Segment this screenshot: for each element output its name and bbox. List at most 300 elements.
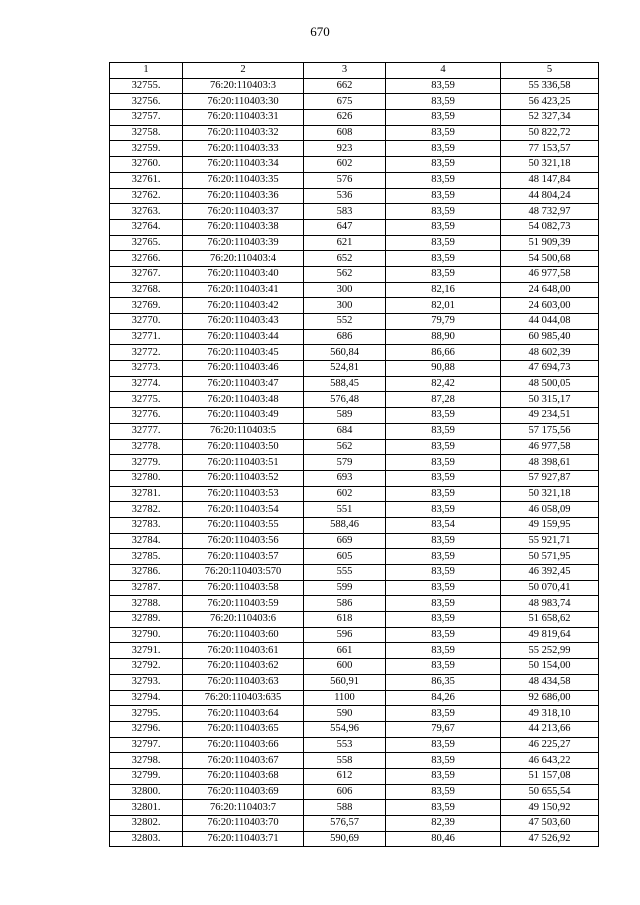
table-cell-col-5: 52 327,34: [501, 110, 599, 126]
table-cell-col-1: 32774.: [110, 376, 183, 392]
table-cell-col-1: 32760.: [110, 157, 183, 173]
table-cell-col-3: 588: [304, 800, 386, 816]
table-cell-col-1: 32762.: [110, 188, 183, 204]
table-cell-col-4: 83,59: [386, 172, 501, 188]
table-cell-col-2: 76:20:110403:38: [183, 219, 304, 235]
table-cell-col-5: 48 147,84: [501, 172, 599, 188]
table-cell-col-5: 51 658,62: [501, 612, 599, 628]
table-cell-col-5: 55 921,71: [501, 533, 599, 549]
table-cell-col-5: 48 500,05: [501, 376, 599, 392]
table-cell-col-4: 83,59: [386, 706, 501, 722]
table-cell-col-3: 662: [304, 78, 386, 94]
table-cell-col-1: 32759.: [110, 141, 183, 157]
table-cell-col-3: 554,96: [304, 721, 386, 737]
table-row: [110, 565, 599, 581]
table-cell-col-1: 32803.: [110, 831, 183, 847]
table-row: [110, 831, 599, 847]
table-cell-col-1: 32776.: [110, 408, 183, 424]
table-cell-col-2: 76:20:110403:49: [183, 408, 304, 424]
table-cell-col-2: 76:20:110403:39: [183, 235, 304, 251]
table-body: [110, 78, 599, 847]
table-cell-col-1: 32764.: [110, 219, 183, 235]
table-cell-col-3: 606: [304, 784, 386, 800]
table-cell-col-5: 57 175,56: [501, 423, 599, 439]
table-row: [110, 235, 599, 251]
table-row: [110, 455, 599, 471]
table-cell-col-4: 83,59: [386, 219, 501, 235]
table-cell-col-4: 83,59: [386, 549, 501, 565]
table-cell-col-4: 79,67: [386, 721, 501, 737]
table-cell-col-2: 76:20:110403:46: [183, 361, 304, 377]
table-cell-col-3: 626: [304, 110, 386, 126]
table-row: [110, 816, 599, 832]
table-row: [110, 580, 599, 596]
table-cell-col-4: 83,59: [386, 486, 501, 502]
table-row: [110, 78, 599, 94]
table-cell-col-4: 83,59: [386, 470, 501, 486]
table-row: [110, 643, 599, 659]
table-cell-col-5: 46 058,09: [501, 502, 599, 518]
table-cell-col-5: 50 822,72: [501, 125, 599, 141]
table-row: [110, 188, 599, 204]
table-cell-col-1: 32800.: [110, 784, 183, 800]
table-cell-col-1: 32767.: [110, 266, 183, 282]
table-cell-col-3: 576,48: [304, 392, 386, 408]
table-cell-col-1: 32785.: [110, 549, 183, 565]
table-cell-col-3: 923: [304, 141, 386, 157]
table-cell-col-1: 32772.: [110, 345, 183, 361]
table-cell-col-4: 83,59: [386, 94, 501, 110]
table-cell-col-5: 54 500,68: [501, 251, 599, 267]
table-cell-col-5: 50 070,41: [501, 580, 599, 596]
table-cell-col-2: 76:20:110403:58: [183, 580, 304, 596]
table-cell-col-5: 49 819,64: [501, 627, 599, 643]
table-cell-col-5: 48 983,74: [501, 596, 599, 612]
table-cell-col-3: 608: [304, 125, 386, 141]
table-cell-col-3: 600: [304, 659, 386, 675]
table-cell-col-3: 661: [304, 643, 386, 659]
table-row: [110, 94, 599, 110]
data-table: [109, 62, 599, 847]
table-cell-col-1: 32793.: [110, 674, 183, 690]
table-row: [110, 298, 599, 314]
table-cell-col-3: 590,69: [304, 831, 386, 847]
table-cell-col-1: 32797.: [110, 737, 183, 753]
table-cell-col-1: 32769.: [110, 298, 183, 314]
table-cell-col-1: 32777.: [110, 423, 183, 439]
table-cell-col-1: 32771.: [110, 329, 183, 345]
table-cell-col-5: 46 392,45: [501, 565, 599, 581]
table-row: [110, 141, 599, 157]
table-cell-col-2: 76:20:110403:63: [183, 674, 304, 690]
table-cell-col-4: 83,59: [386, 612, 501, 628]
table-cell-col-2: 76:20:110403:7: [183, 800, 304, 816]
column-header-2: 2: [183, 63, 304, 79]
table-cell-col-5: 50 321,18: [501, 486, 599, 502]
table-cell-col-4: 86,66: [386, 345, 501, 361]
table-cell-col-4: 83,59: [386, 659, 501, 675]
table-cell-col-5: 24 603,00: [501, 298, 599, 314]
table-row: [110, 345, 599, 361]
table-cell-col-2: 76:20:110403:34: [183, 157, 304, 173]
table-cell-col-1: 32758.: [110, 125, 183, 141]
table-cell-col-3: 583: [304, 204, 386, 220]
table-cell-col-3: 551: [304, 502, 386, 518]
table-cell-col-4: 83,59: [386, 533, 501, 549]
table-cell-col-5: 77 153,57: [501, 141, 599, 157]
table-row: [110, 753, 599, 769]
table-cell-col-4: 84,26: [386, 690, 501, 706]
table-cell-col-3: 562: [304, 266, 386, 282]
table-row: [110, 549, 599, 565]
table-cell-col-1: 32755.: [110, 78, 183, 94]
table-cell-col-4: 82,42: [386, 376, 501, 392]
table-cell-col-1: 32756.: [110, 94, 183, 110]
table-row: [110, 314, 599, 330]
table-cell-col-5: 46 977,58: [501, 266, 599, 282]
page-number: 670: [310, 24, 330, 39]
table-cell-col-5: 50 154,00: [501, 659, 599, 675]
table-cell-col-5: 50 655,54: [501, 784, 599, 800]
table-cell-col-5: 48 602,39: [501, 345, 599, 361]
table-cell-col-5: 44 044,08: [501, 314, 599, 330]
table-cell-col-4: 86,35: [386, 674, 501, 690]
table-cell-col-2: 76:20:110403:54: [183, 502, 304, 518]
table-cell-col-1: 32801.: [110, 800, 183, 816]
table-cell-col-4: 90,88: [386, 361, 501, 377]
table-cell-col-1: 32795.: [110, 706, 183, 722]
table-cell-col-3: 605: [304, 549, 386, 565]
table-cell-col-2: 76:20:110403:40: [183, 266, 304, 282]
table-cell-col-1: 32768.: [110, 282, 183, 298]
table-cell-col-3: 602: [304, 157, 386, 173]
table-cell-col-2: 76:20:110403:62: [183, 659, 304, 675]
table-cell-col-3: 562: [304, 439, 386, 455]
table-cell-col-3: 652: [304, 251, 386, 267]
table-cell-col-4: 82,01: [386, 298, 501, 314]
table-cell-col-3: 524,81: [304, 361, 386, 377]
table-row: [110, 361, 599, 377]
table-cell-col-2: 76:20:110403:57: [183, 549, 304, 565]
table-row: [110, 110, 599, 126]
table-row: [110, 439, 599, 455]
table-cell-col-3: 560,84: [304, 345, 386, 361]
table-cell-col-1: 32787.: [110, 580, 183, 596]
table-cell-col-2: 76:20:110403:53: [183, 486, 304, 502]
table-cell-col-2: 76:20:110403:4: [183, 251, 304, 267]
table-cell-col-1: 32794.: [110, 690, 183, 706]
table-cell-col-3: 536: [304, 188, 386, 204]
table-cell-col-1: 32789.: [110, 612, 183, 628]
table-cell-col-4: 83,59: [386, 110, 501, 126]
table-cell-col-2: 76:20:110403:48: [183, 392, 304, 408]
table-cell-col-5: 48 732,97: [501, 204, 599, 220]
table-row: [110, 659, 599, 675]
table-cell-col-5: 49 150,92: [501, 800, 599, 816]
table-cell-col-1: 32775.: [110, 392, 183, 408]
table-cell-col-3: 560,91: [304, 674, 386, 690]
table-row: [110, 172, 599, 188]
table-cell-col-4: 83,59: [386, 235, 501, 251]
table-row: [110, 157, 599, 173]
table-cell-col-3: 579: [304, 455, 386, 471]
table-row: [110, 674, 599, 690]
table-row: [110, 470, 599, 486]
table-cell-col-2: 76:20:110403:30: [183, 94, 304, 110]
table-cell-col-5: 46 977,58: [501, 439, 599, 455]
table-cell-col-5: 60 985,40: [501, 329, 599, 345]
table-cell-col-3: 576: [304, 172, 386, 188]
table-cell-col-3: 588,46: [304, 517, 386, 533]
table-cell-col-2: 76:20:110403:56: [183, 533, 304, 549]
table-row: [110, 533, 599, 549]
table-cell-col-1: 32791.: [110, 643, 183, 659]
table-row: [110, 376, 599, 392]
table-cell-col-2: 76:20:110403:68: [183, 768, 304, 784]
table-cell-col-2: 76:20:110403:70: [183, 816, 304, 832]
column-header-4: 4: [386, 63, 501, 79]
table-cell-col-3: 555: [304, 565, 386, 581]
table-cell-col-3: 602: [304, 486, 386, 502]
table-cell-col-3: 686: [304, 329, 386, 345]
table-cell-col-4: 83,59: [386, 784, 501, 800]
table-cell-col-1: 32757.: [110, 110, 183, 126]
table-cell-col-2: 76:20:110403:45: [183, 345, 304, 361]
table-cell-col-3: 552: [304, 314, 386, 330]
table-cell-col-3: 588,45: [304, 376, 386, 392]
table-cell-col-5: 51 909,39: [501, 235, 599, 251]
table-cell-col-2: 76:20:110403:3: [183, 78, 304, 94]
table-cell-col-5: 24 648,00: [501, 282, 599, 298]
table-cell-col-3: 693: [304, 470, 386, 486]
table-cell-col-3: 647: [304, 219, 386, 235]
table-cell-col-2: 76:20:110403:36: [183, 188, 304, 204]
table-cell-col-5: 51 157,08: [501, 768, 599, 784]
table-cell-col-2: 76:20:110403:35: [183, 172, 304, 188]
table-cell-col-2: 76:20:110403:61: [183, 643, 304, 659]
table-cell-col-2: 76:20:110403:65: [183, 721, 304, 737]
table-cell-col-4: 88,90: [386, 329, 501, 345]
table-cell-col-4: 87,28: [386, 392, 501, 408]
table-cell-col-1: 32766.: [110, 251, 183, 267]
table-cell-col-5: 46 225,27: [501, 737, 599, 753]
table-cell-col-4: 83,59: [386, 737, 501, 753]
table-cell-col-4: 83,59: [386, 502, 501, 518]
table-cell-col-2: 76:20:110403:44: [183, 329, 304, 345]
table-cell-col-4: 83,59: [386, 188, 501, 204]
table-row: [110, 800, 599, 816]
table-cell-col-5: 50 571,95: [501, 549, 599, 565]
table-cell-col-4: 83,54: [386, 517, 501, 533]
table-cell-col-5: 47 503,60: [501, 816, 599, 832]
table-cell-col-4: 83,59: [386, 423, 501, 439]
table-cell-col-3: 553: [304, 737, 386, 753]
table-cell-col-1: 32779.: [110, 455, 183, 471]
table-row: [110, 125, 599, 141]
column-header-3: 3: [304, 63, 386, 79]
table-cell-col-3: 612: [304, 768, 386, 784]
table-cell-col-5: 49 234,51: [501, 408, 599, 424]
table-cell-col-3: 300: [304, 298, 386, 314]
table-cell-col-1: 32802.: [110, 816, 183, 832]
table-cell-col-2: 76:20:110403:41: [183, 282, 304, 298]
table-cell-col-3: 621: [304, 235, 386, 251]
table-cell-col-4: 83,59: [386, 141, 501, 157]
table-cell-col-4: 83,59: [386, 455, 501, 471]
table-cell-col-1: 32784.: [110, 533, 183, 549]
table-cell-col-2: 76:20:110403:67: [183, 753, 304, 769]
table-cell-col-2: 76:20:110403:59: [183, 596, 304, 612]
table-cell-col-3: 1100: [304, 690, 386, 706]
table-row: [110, 266, 599, 282]
table-cell-col-4: 83,59: [386, 800, 501, 816]
table-cell-col-4: 83,59: [386, 251, 501, 267]
table-row: [110, 690, 599, 706]
table-cell-col-5: 47 526,92: [501, 831, 599, 847]
table-cell-col-5: 55 252,99: [501, 643, 599, 659]
table-cell-col-2: 76:20:110403:570: [183, 565, 304, 581]
table-cell-col-3: 669: [304, 533, 386, 549]
table-cell-col-2: 76:20:110403:66: [183, 737, 304, 753]
table-row: [110, 596, 599, 612]
table-cell-col-1: 32786.: [110, 565, 183, 581]
table-cell-col-2: 76:20:110403:55: [183, 517, 304, 533]
table-cell-col-3: 618: [304, 612, 386, 628]
table-cell-col-5: 54 082,73: [501, 219, 599, 235]
table-row: [110, 329, 599, 345]
table-cell-col-4: 83,59: [386, 580, 501, 596]
table-cell-col-3: 675: [304, 94, 386, 110]
table-cell-col-2: 76:20:110403:64: [183, 706, 304, 722]
table-row: [110, 517, 599, 533]
table-row: [110, 627, 599, 643]
table-cell-col-1: 32781.: [110, 486, 183, 502]
table-row: [110, 408, 599, 424]
table-cell-col-1: 32765.: [110, 235, 183, 251]
table-cell-col-1: 32780.: [110, 470, 183, 486]
table-cell-col-4: 83,59: [386, 768, 501, 784]
table-cell-col-1: 32788.: [110, 596, 183, 612]
table-cell-col-4: 83,59: [386, 78, 501, 94]
table-row: [110, 706, 599, 722]
table-cell-col-2: 76:20:110403:50: [183, 439, 304, 455]
table-cell-col-3: 596: [304, 627, 386, 643]
table-cell-col-5: 50 315,17: [501, 392, 599, 408]
table-row: [110, 282, 599, 298]
table-cell-col-2: 76:20:110403:71: [183, 831, 304, 847]
column-header-1: 1: [110, 63, 183, 79]
table-cell-col-2: 76:20:110403:42: [183, 298, 304, 314]
table-cell-col-4: 83,59: [386, 266, 501, 282]
table-row: [110, 251, 599, 267]
table-cell-col-2: 76:20:110403:60: [183, 627, 304, 643]
table-cell-col-5: 57 927,87: [501, 470, 599, 486]
table-row: [110, 423, 599, 439]
table-cell-col-3: 300: [304, 282, 386, 298]
table-cell-col-4: 83,59: [386, 408, 501, 424]
table-cell-col-3: 576,57: [304, 816, 386, 832]
table-cell-col-3: 684: [304, 423, 386, 439]
table-cell-col-4: 83,59: [386, 157, 501, 173]
table-cell-col-4: 83,59: [386, 753, 501, 769]
table-row: [110, 784, 599, 800]
column-header-5: 5: [501, 63, 599, 79]
table-cell-col-5: 44 804,24: [501, 188, 599, 204]
table-cell-col-1: 32792.: [110, 659, 183, 675]
table-row: [110, 612, 599, 628]
table-row: [110, 486, 599, 502]
table-cell-col-4: 83,59: [386, 627, 501, 643]
table-cell-col-4: 82,16: [386, 282, 501, 298]
table-cell-col-2: 76:20:110403:6: [183, 612, 304, 628]
table-cell-col-3: 590: [304, 706, 386, 722]
table-cell-col-3: 558: [304, 753, 386, 769]
table-cell-col-2: 76:20:110403:32: [183, 125, 304, 141]
table-cell-col-2: 76:20:110403:52: [183, 470, 304, 486]
table-cell-col-2: 76:20:110403:43: [183, 314, 304, 330]
table-row: [110, 721, 599, 737]
table-cell-col-2: 76:20:110403:31: [183, 110, 304, 126]
table-cell-col-2: 76:20:110403:51: [183, 455, 304, 471]
table-cell-col-2: 76:20:110403:37: [183, 204, 304, 220]
table-cell-col-4: 83,59: [386, 204, 501, 220]
table-cell-col-5: 50 321,18: [501, 157, 599, 173]
table-row: [110, 392, 599, 408]
table-cell-col-5: 48 398,61: [501, 455, 599, 471]
table-row: [110, 219, 599, 235]
table-row: [110, 737, 599, 753]
table-cell-col-1: 32796.: [110, 721, 183, 737]
table-cell-col-5: 56 423,25: [501, 94, 599, 110]
table-cell-col-4: 83,59: [386, 565, 501, 581]
table-cell-col-4: 83,59: [386, 125, 501, 141]
table-cell-col-1: 32798.: [110, 753, 183, 769]
table-cell-col-2: 76:20:110403:69: [183, 784, 304, 800]
table-cell-col-5: 49 318,10: [501, 706, 599, 722]
table-cell-col-1: 32773.: [110, 361, 183, 377]
table-cell-col-1: 32761.: [110, 172, 183, 188]
table-row: [110, 768, 599, 784]
table-cell-col-2: 76:20:110403:635: [183, 690, 304, 706]
table-cell-col-1: 32778.: [110, 439, 183, 455]
table-cell-col-2: 76:20:110403:47: [183, 376, 304, 392]
table-cell-col-4: 82,39: [386, 816, 501, 832]
table-cell-col-4: 79,79: [386, 314, 501, 330]
table-cell-col-5: 46 643,22: [501, 753, 599, 769]
table-header-row: [110, 63, 599, 79]
table-cell-col-3: 589: [304, 408, 386, 424]
table-cell-col-5: 48 434,58: [501, 674, 599, 690]
table-cell-col-1: 32782.: [110, 502, 183, 518]
table-row: [110, 502, 599, 518]
table-row: [110, 204, 599, 220]
table-cell-col-1: 32790.: [110, 627, 183, 643]
table-cell-col-5: 47 694,73: [501, 361, 599, 377]
table-cell-col-1: 32783.: [110, 517, 183, 533]
table-cell-col-1: 32763.: [110, 204, 183, 220]
table-cell-col-2: 76:20:110403:33: [183, 141, 304, 157]
table-cell-col-2: 76:20:110403:5: [183, 423, 304, 439]
table-cell-col-5: 49 159,95: [501, 517, 599, 533]
table-cell-col-4: 83,59: [386, 439, 501, 455]
table-cell-col-5: 44 213,66: [501, 721, 599, 737]
table-cell-col-4: 83,59: [386, 596, 501, 612]
table-cell-col-1: 32770.: [110, 314, 183, 330]
table-cell-col-1: 32799.: [110, 768, 183, 784]
table-cell-col-5: 92 686,00: [501, 690, 599, 706]
table-cell-col-4: 83,59: [386, 643, 501, 659]
table-cell-col-3: 586: [304, 596, 386, 612]
